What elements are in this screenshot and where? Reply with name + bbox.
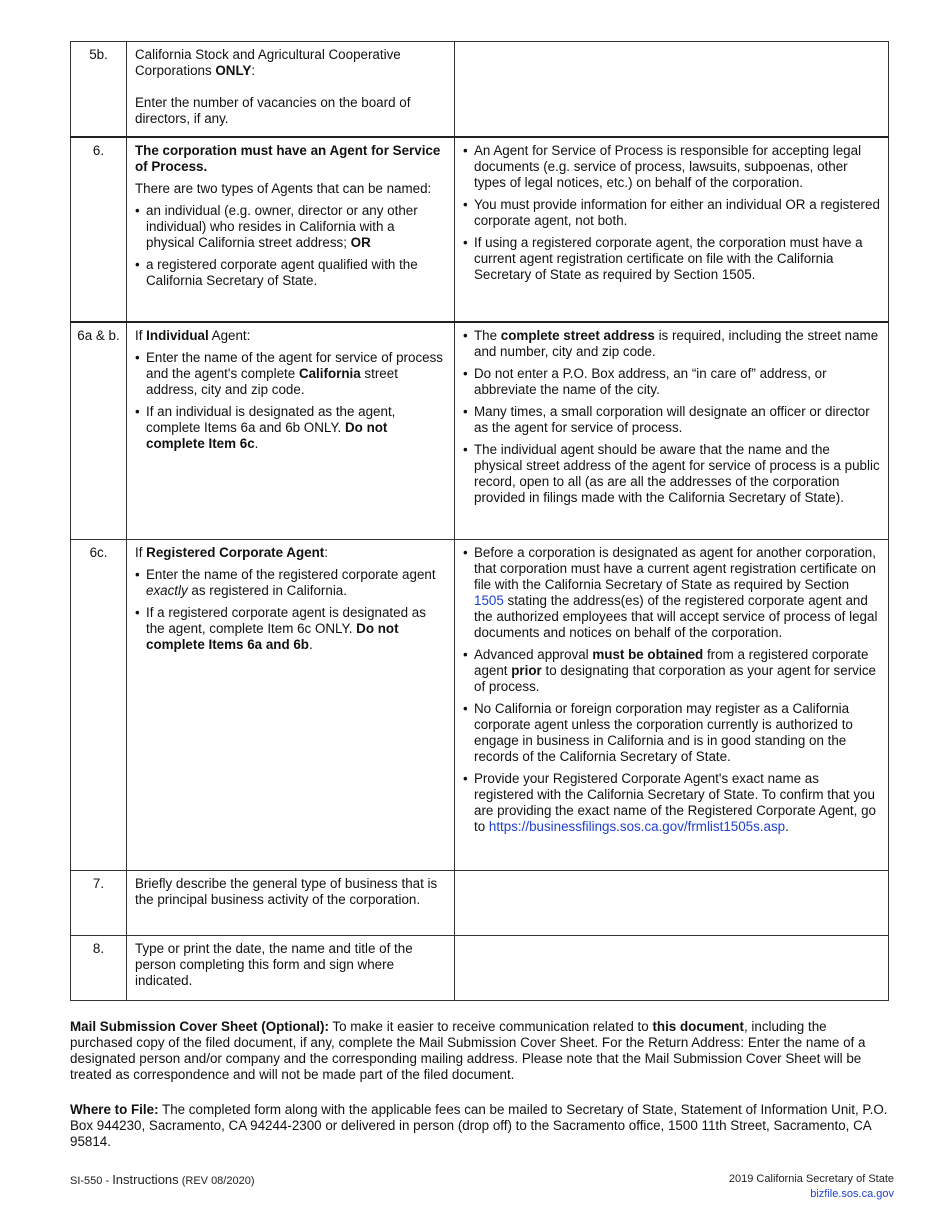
bullet-list <box>135 350 446 452</box>
list-item: • Advanced approval must be obtained from a registered corporate agent prior to designating that corporation as your agent for service of process. <box>463 647 880 695</box>
item-notes <box>455 871 889 936</box>
bullet-list <box>463 545 880 835</box>
item-number: 5b. <box>71 42 127 137</box>
bullet-list <box>463 328 880 506</box>
item-number: 6a & b. <box>71 322 127 540</box>
bizfile-link[interactable]: bizfile.sos.ca.gov <box>810 1188 894 1200</box>
item-description <box>127 137 455 322</box>
list-item: • If a registered corporate agent is designated as the agent, complete Item 6c ONLY. Do not complete Items 6a and 6b. <box>135 605 446 653</box>
list-item: • an individual (e.g. owner, director or any other individual) who resides in California with a physical California street address; OR <box>135 203 446 251</box>
where-to-file-paragraph: Where to File: The completed form along with the applicable fees can be mailed to Secretary of State, Statement of Information Unit, P.O. Box 944230, Sacramento, CA 94244-2300 or delivered in person (drop off) to the Sacramento office, 1500 11th Street, Sacramento, CA 95814. <box>70 1102 888 1149</box>
item-number: 8. <box>71 936 127 1001</box>
description-line: There are two types of Agents that can be named: <box>135 180 432 196</box>
mail-cover-sheet-paragraph: Mail Submission Cover Sheet (Optional): To make it easier to receive communication related to this document, including the purchased copy of the filed document, if any, complete the Mail Submission Cover Sheet. For the Return Address: Enter the name of a designated person and/or company and the corresponding mailing address. Please note that the Mail Submission Cover Sheet will be treated as correspondence and will not be made part of the filed document. <box>70 1019 866 1082</box>
bold-text: ONLY <box>215 63 252 78</box>
list-item: • Enter the name of the registered corporate agent exactly as registered in California. <box>135 567 446 599</box>
item-notes <box>455 137 889 322</box>
form-id: SI-550 - Instructions (REV 08/2020) <box>70 1172 255 1187</box>
list-item: • If an individual is designated as the agent, complete Items 6a and 6b ONLY. Do not complete Item 6c. <box>135 404 446 452</box>
list-item: • Do not enter a P.O. Box address, an “in care of” address, or abbreviate the name of the city. <box>463 366 880 398</box>
bullet-list <box>135 567 446 653</box>
list-item: • An Agent for Service of Process is responsible for accepting legal documents (e.g. service of process, lawsuits, subpoenas, other types of legal notices, etc.) on behalf of the corporation. <box>463 143 880 191</box>
list-item: • Enter the name of the agent for service of process and the agent's complete California street address, city and zip code. <box>135 350 446 398</box>
text-span: California Stock and Agricultural Cooperative Corporations <box>135 47 401 78</box>
item-description: Briefly describe the general type of business that is the principal business activity of the corporation. <box>127 871 455 936</box>
item-description <box>127 322 455 540</box>
copyright: 2019 California Secretary of State <box>728 1173 894 1185</box>
item-notes <box>455 936 889 1001</box>
row-6 <box>71 137 889 322</box>
list-item: • The complete street address is required, including the street name and number, city and zip code. <box>463 328 880 360</box>
text-span: : <box>251 63 256 78</box>
item-description <box>127 540 455 871</box>
row-7 <box>71 871 889 936</box>
item-description <box>127 42 455 137</box>
row-8 <box>71 936 889 1001</box>
footer-credits <box>729 1172 894 1202</box>
row-6a-b <box>71 322 889 540</box>
item-description: Type or print the date, the name and title of the person completing this form and sign where indicated. <box>127 936 455 1001</box>
list-item: • If using a registered corporate agent, the corporation must have a current agent registration certificate on file with the California Secretary of State as required by Section 1505. <box>463 235 880 283</box>
item-number: 6c. <box>71 540 127 871</box>
item-notes <box>455 322 889 540</box>
list-item: • Provide your Registered Corporate Agent's exact name as registered with the California Secretary of State. To confirm that you are providing the exact name of the Registered Corporate Agent, go to https://businessfilings.sos.ca.gov/frmlist1505s.asp. <box>463 771 880 835</box>
item-number: 7. <box>71 871 127 936</box>
list-item: • You must provide information for either an individual OR a registered corporate agent, not both. <box>463 197 880 229</box>
item-notes <box>455 540 889 871</box>
bullet-list <box>135 203 446 289</box>
item-number: 6. <box>71 137 127 322</box>
section-heading: If Registered Corporate Agent: <box>135 545 328 560</box>
list-item: • The individual agent should be aware that the name and the physical street address of the agent for service of process is a public record, open to all (as are all the addresses of the corporation provided in filings made with the California Secretary of State). <box>463 442 880 506</box>
section-title: The corporation must have an Agent for Service of Process. <box>135 142 441 174</box>
list-item: • Before a corporation is designated as agent for another corporation, that corporation must have a current agent registration certificate on file with the California Secretary of State as required by Section 1505 stating the address(es) of the registered corporate agent and the authorized employees that will accept service of process of legal documents and notices on behalf of the corporation. <box>463 545 880 641</box>
description-line: Enter the number of vacancies on the board of directors, if any. <box>135 95 411 126</box>
row-5b <box>71 42 889 137</box>
bullet-list <box>463 143 880 283</box>
section-1505-link[interactable]: 1505 <box>474 593 504 608</box>
section-heading: If Individual Agent: <box>135 327 251 343</box>
list-item: • No California or foreign corporation may register as a California corporate agent unless the corporation currently is authorized to engage in business in California and is in good standing on the records of the California Secretary of State. <box>463 701 880 765</box>
agent-list-link[interactable]: https://businessfilings.sos.ca.gov/frmlist1505s.asp <box>488 819 786 834</box>
list-item: • a registered corporate agent qualified with the California Secretary of State. <box>135 257 446 289</box>
instructions-table <box>70 41 889 1001</box>
row-6c <box>71 540 889 871</box>
list-item: • Many times, a small corporation will designate an officer or director as the agent for service of process. <box>463 404 880 436</box>
description-line <box>135 47 446 79</box>
item-notes <box>455 42 889 137</box>
